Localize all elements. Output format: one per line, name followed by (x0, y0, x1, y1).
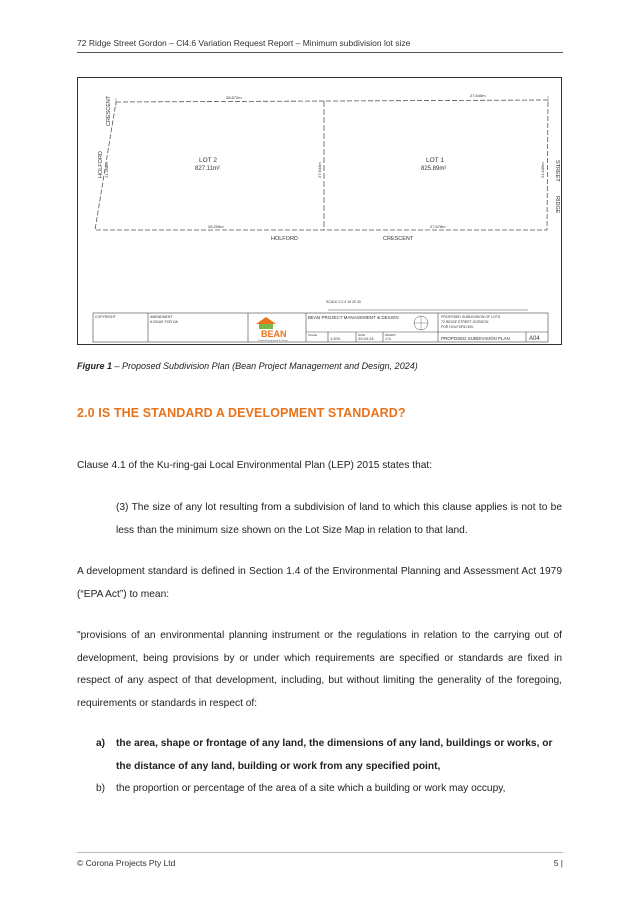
list-marker: a) (96, 738, 106, 749)
tb-drawing-title: PROPOSED SUBDIVISION PLAN (441, 336, 510, 341)
standards-list (77, 733, 562, 801)
dim-bottom-right: 27.678m (430, 224, 446, 229)
tb-drawn: J.S. (385, 336, 392, 341)
paragraph-clause: Clause 4.1 of the Ku-ring-gai Local Environmental Plan (LEP) 2015 states that: (77, 460, 433, 471)
list-item (77, 778, 562, 801)
tb-address: 72 RIDGE STREET GORDON (441, 320, 489, 324)
logo-subtext: Project Management & Design (258, 340, 288, 342)
bean-logo (256, 317, 288, 342)
list-item (77, 733, 562, 778)
tb-scale-label: SCALE (308, 333, 318, 337)
tb-amendment: AMENDMENT (150, 315, 173, 319)
footer-copyright: © Corona Projects Pty Ltd (77, 858, 176, 868)
tb-project: PROPOSED SUBDIVISION OF LOTS (441, 315, 501, 319)
dim-left: 21.358m (104, 162, 109, 178)
paragraph-quote: "provisions of an environmental planning instrument or the regulations in relation to the carrying out of development, being provisions by or under which requirements are specified or standards are fixed in respect of any aspect of that development, including, but without limiting the generality of the foregoing, requirements or standards in respect of: (77, 630, 562, 709)
dim-right: 21.845m (540, 162, 545, 178)
tb-scale: 1:200 (330, 336, 341, 341)
section-heading: 2.0 IS THE STANDARD A DEVELOPMENT STANDARD? (77, 406, 406, 420)
tb-for: FOR HOLFORD INV. (441, 325, 474, 329)
lot1-label: LOT 1 (426, 157, 444, 164)
street-holford-bottom: HOLFORD (271, 236, 298, 242)
dim-bottom-left: 28.209m (208, 224, 224, 229)
lot1-area: 825.89m² (421, 166, 447, 172)
tb-copyright: COPYRIGHT (95, 315, 116, 319)
caption-label: Figure 1 (77, 361, 113, 371)
dim-top-right: 27.645m (470, 93, 486, 98)
quoted-subclause: (3) The size of any lot resulting from a subdivision of land to which this clause applies is not to be less than the minimum size shown on the Lot Size Map in relation to that land. (116, 502, 562, 536)
dim-mid: 27.644m (317, 162, 322, 178)
page-footer (77, 852, 563, 868)
tb-date-label: DATE (358, 333, 366, 337)
tb-drawing-no: A04 (529, 336, 540, 342)
page-number: 5 | (553, 858, 563, 868)
street-ridge-right: RIDGE (554, 196, 560, 214)
logo-text: BEAN (261, 329, 287, 339)
tb-drawn-label: DRAWN (385, 333, 396, 337)
dim-top-left: 28.872m (226, 95, 242, 100)
street-crescent-bottom: CRESCENT (383, 236, 414, 242)
scale-bar-label: SCALE 0 2 4 10 20 30 (326, 300, 361, 304)
tb-firm: BEAN PROJECT MANAGEMENT & DESIGN (308, 315, 399, 320)
street-holford-left: HOLFORD (98, 151, 104, 178)
subdivision-plan-figure (77, 77, 562, 345)
lot2-area: 827.11m² (195, 166, 220, 172)
list-marker: b) (96, 783, 106, 794)
header-title: 72 Ridge Street Gordon – Cl4.6 Variation Request Report – Minimum subdivision lot size (77, 38, 411, 48)
list-text: the area, shape or frontage of any land, the dimensions of any land, buildings or works, or the distance of any land, building or work from any specified point, (116, 738, 553, 772)
tb-date: 23.04.24 (358, 336, 374, 341)
page-header (77, 38, 563, 53)
subdivision-plan-drawing (78, 78, 563, 346)
lot2-label: LOT 2 (199, 157, 217, 164)
caption-text: – Proposed Subdivision Plan (Bean Project Management and Design, 2024) (112, 361, 418, 371)
street-crescent-top: CRESCENT (106, 95, 112, 126)
figure-caption (77, 361, 418, 371)
list-text: the proportion or percentage of the area of a site which a building or work may occupy, (116, 783, 506, 794)
tb-issue: A ISSUE FOR DA (150, 320, 178, 324)
street-street-right: STREET (554, 160, 560, 182)
paragraph-definition: A development standard is defined in Section 1.4 of the Environmental Planning and Assessment Act 1979 (“EPA Act”) to mean: (77, 566, 562, 600)
